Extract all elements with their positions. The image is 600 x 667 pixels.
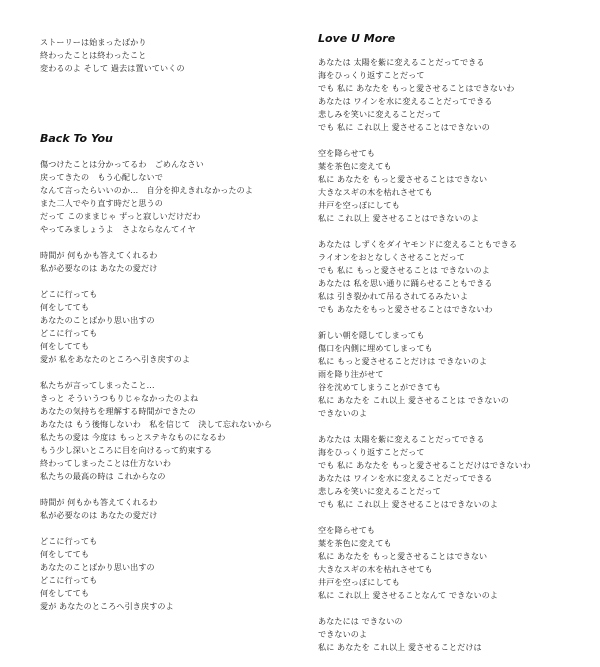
lyric-line: 海をひっくり返すことだって (318, 447, 425, 457)
lyric-line: 何をしてても (40, 549, 90, 559)
lyric-stanza (40, 158, 310, 236)
lyric-line: 私に あなたを もっと愛させることはできない (318, 551, 488, 561)
song-title-back-to-you: Back To You (40, 132, 113, 145)
lyric-line: 井戸を空っぽにしても (318, 577, 400, 587)
intro-stanza (40, 36, 310, 75)
lyric-line: あなたは ワインを水に変えることだってできる (318, 96, 493, 106)
lyric-line: でも 私に これ以上 愛させることはできないの (318, 122, 490, 132)
lyric-line: 私に あなたを もっと愛させることはできない (318, 174, 488, 184)
lyric-line: でも 私に もっと愛させることは できないのよ (318, 265, 490, 275)
lyric-line: でも あなたをもっと愛させることはできないわ (318, 304, 493, 314)
lyric-line: どこに行っても (40, 536, 98, 546)
lyric-line: 葉を茶色に変えても (318, 538, 392, 548)
lyric-stanza (40, 249, 310, 275)
lyric-line: 雨を降り注がせて (318, 369, 384, 379)
left-column (40, 36, 310, 626)
lyric-line: あなたのことばかり思い出すの (40, 315, 155, 325)
lyric-line: あなたは 私を思い通りに踊らせることもできる (318, 278, 493, 288)
lyric-line: 終わったことは終わったこと (40, 50, 147, 60)
lyric-line: できないのよ (318, 629, 368, 639)
lyric-line: あなたは ワインを水に変えることだってできる (318, 473, 493, 483)
lyric-stanza (40, 496, 310, 522)
lyric-line: 私は 引き裂かれて吊るされてるみたいよ (318, 291, 469, 301)
lyric-line: あなたは 太陽を紫に変えることだってできる (318, 57, 485, 67)
lyric-line: どこに行っても (40, 328, 98, 338)
right-column (318, 32, 588, 667)
lyric-line: 大きなスギの木を枯れさせても (318, 187, 433, 197)
lyric-line: あなたは しずくをダイヤモンドに変えることもできる (318, 239, 518, 249)
lyric-line: 何をしてても (40, 341, 90, 351)
lyric-line: 空を降らせても (318, 148, 376, 158)
lyric-line: 私に これ以上 愛させることなんて できないのよ (318, 590, 499, 600)
lyric-line: あなたは 太陽を紫に変えることだってできる (318, 434, 485, 444)
song-title-love-u-more: Love U More (318, 32, 396, 45)
lyric-line: 傷口を内側に埋めてしまっても (318, 343, 433, 353)
lyric-line: でも 私に あなたを もっと愛させることはできないわ (318, 83, 515, 93)
lyric-line: 変わるのよ そして 過去は置いていくの (40, 63, 185, 73)
love-u-more-lyrics (318, 56, 588, 654)
lyric-line: 私が必要なのは あなたの愛だけ (40, 510, 158, 520)
lyric-line: 私に あなたを これ以上 愛させることは できないの (318, 395, 509, 405)
lyric-stanza (318, 147, 588, 225)
lyric-line: ストーリーは始まったばかり (40, 37, 147, 47)
lyric-stanza (318, 433, 588, 511)
lyric-line: ライオンをおとなしくさせることだって (318, 252, 466, 262)
lyric-line: もう少し深いところに目を向けるって約束する (40, 445, 213, 455)
lyric-line: どこに行っても (40, 575, 98, 585)
lyric-line: 私に あなたを これ以上 愛させることだけは (318, 642, 482, 652)
lyric-line: きっと そういうつもりじゃなかったのよね (40, 393, 199, 403)
lyric-line: 時間が 何もかも答えてくれるわ (40, 497, 158, 507)
lyric-stanza (318, 329, 588, 420)
lyric-line: 新しい朝を隠してしまっても (318, 330, 425, 340)
lyric-stanza (318, 615, 588, 654)
lyric-stanza (40, 288, 310, 366)
lyric-line: 悲しみを笑いに変えることだって (318, 486, 441, 496)
lyric-line: 悲しみを笑いに変えることだって (318, 109, 441, 119)
lyric-line: できないのよ (318, 408, 368, 418)
lyric-line: 葉を茶色に変えても (318, 161, 392, 171)
lyric-line: 私たちが言ってしまったこと… (40, 380, 155, 390)
lyric-line: でも 私に これ以上 愛させることはできないのよ (318, 499, 499, 509)
back-to-you-lyrics (40, 158, 310, 613)
lyric-line: 愛が 私をあなたのところへ引き戻すのよ (40, 354, 191, 364)
lyric-line: 傷つけたことは分かってるわ ごめんなさい (40, 159, 204, 169)
lyric-line: 私たちの最高の時は これからなの (40, 471, 166, 481)
lyric-line: 時間が 何もかも答えてくれるわ (40, 250, 158, 260)
lyric-line: なんて言ったらいいのか… 自分を抑えきれなかったのよ (40, 185, 254, 195)
lyric-line: 私たちの愛は 今度は もっとステキなものになるわ (40, 432, 226, 442)
lyric-line: 私に もっと愛させることだけは できないのよ (318, 356, 488, 366)
lyric-line: 愛が あなたのところへ引き戻すのよ (40, 601, 174, 611)
lyric-line: 海をひっくり返すことだって (318, 70, 425, 80)
lyric-line: でも 私に あなたを もっと愛させることだけはできないわ (318, 460, 531, 470)
lyric-line: また二人でやり直す時だと思うの (40, 198, 163, 208)
lyric-line: あなたは もう後悔しないわ 私を信じて 決して忘れないから (40, 419, 273, 429)
lyric-line: あなたの気持ちを理解する時間ができたの (40, 406, 196, 416)
lyric-line: 谷を沈めてしまうことができても (318, 382, 441, 392)
lyric-line: 終わってしまったことは仕方ないわ (40, 458, 172, 468)
lyric-line: あなたのことばかり思い出すの (40, 562, 155, 572)
lyric-line: やってみましょうよ さよならなんてイヤ (40, 224, 196, 234)
lyric-line: 私が必要なのは あなたの愛だけ (40, 263, 158, 273)
lyric-stanza (40, 379, 310, 483)
lyric-line: 私に これ以上 愛させることはできないのよ (318, 213, 480, 223)
lyric-line: あなたには できないの (318, 616, 403, 626)
lyric-line: 何をしてても (40, 588, 90, 598)
lyric-stanza (318, 56, 588, 134)
lyric-line: 井戸を空っぽにしても (318, 200, 400, 210)
lyric-line: どこに行っても (40, 289, 98, 299)
lyric-line: 戻ってきたの もう心配しないで (40, 172, 163, 182)
lyric-stanza (318, 238, 588, 316)
lyric-line: だって このままじゃ ずっと寂しいだけだわ (40, 211, 201, 221)
lyric-line: 空を降らせても (318, 525, 376, 535)
lyric-line: 何をしてても (40, 302, 90, 312)
lyric-stanza (318, 524, 588, 602)
lyric-line: 大きなスギの木を枯れさせても (318, 564, 433, 574)
lyric-stanza (40, 535, 310, 613)
